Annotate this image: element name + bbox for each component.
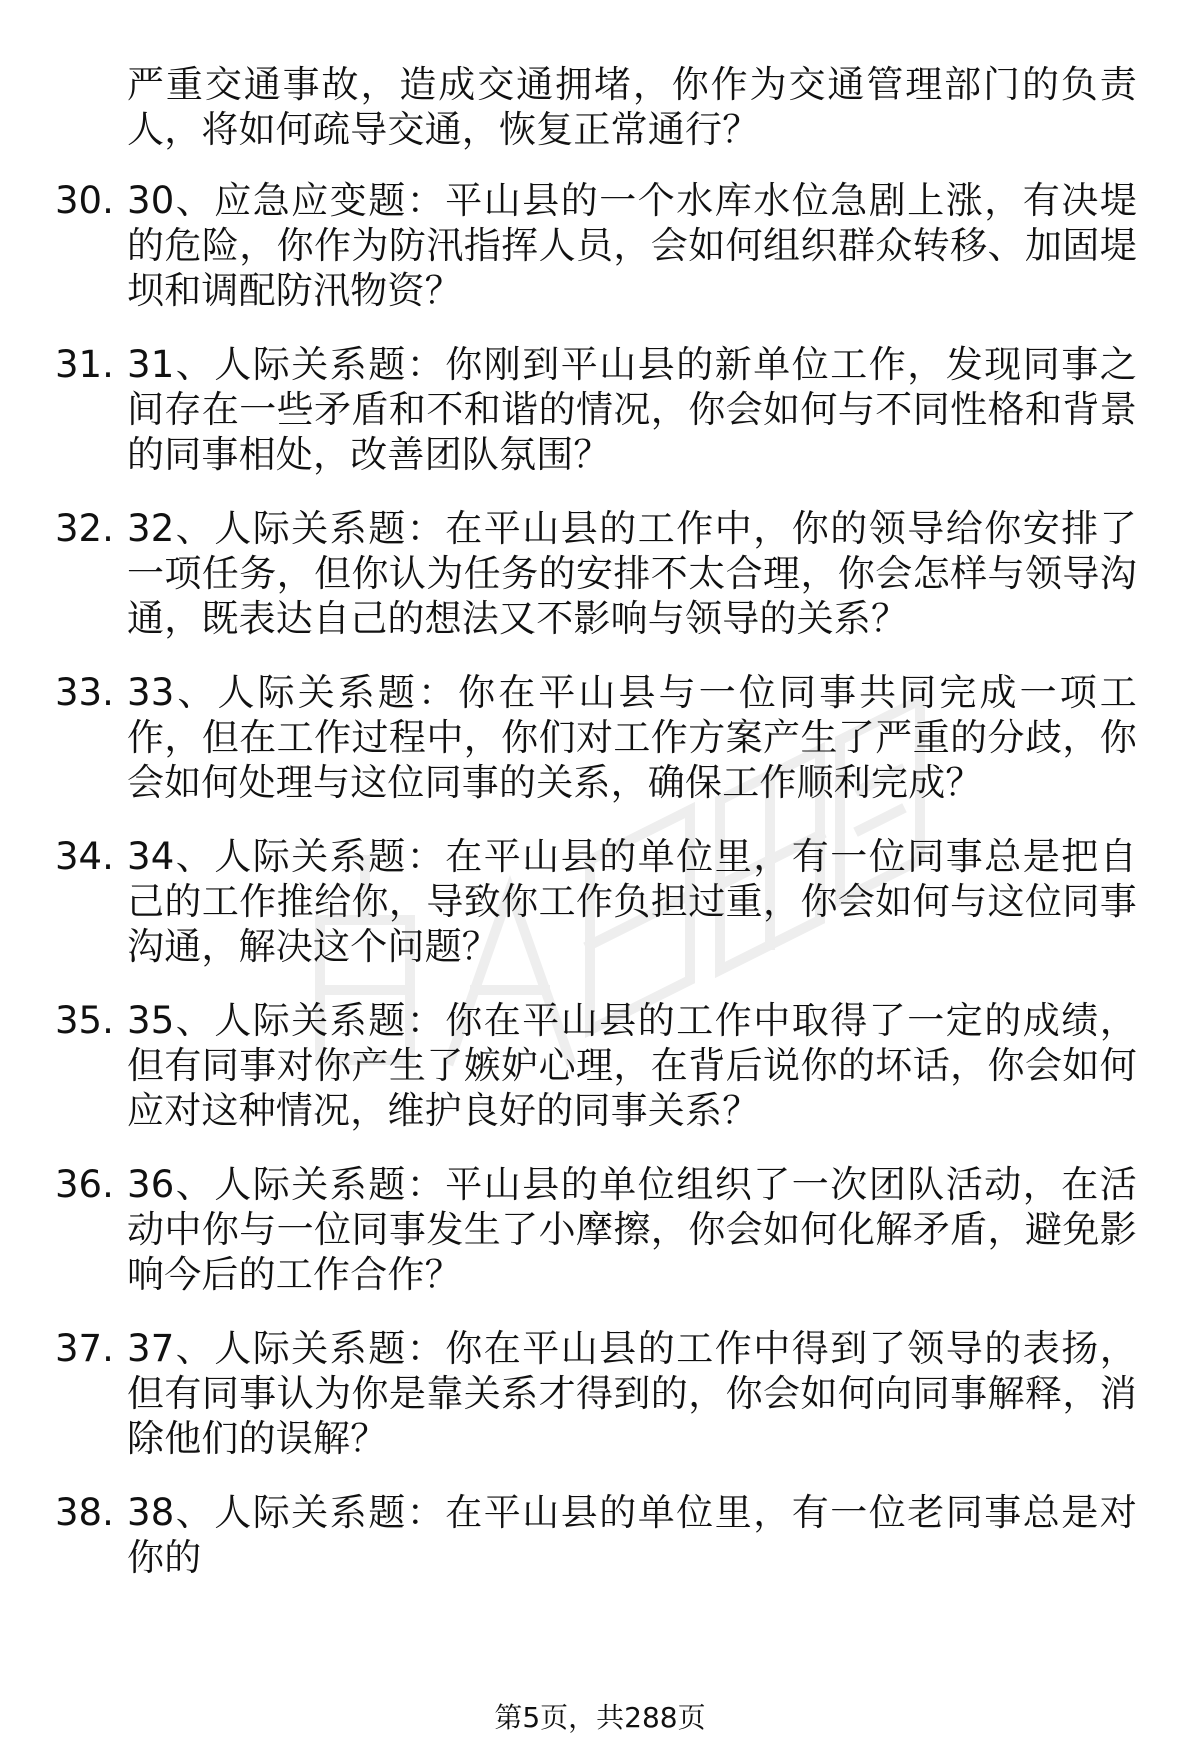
item-text: 38、人际关系题：在平山县的单位里，有一位老同事总是对你的 bbox=[127, 1491, 1137, 1579]
item-text: 35、人际关系题：你在平山县的工作中取得了一定的成绩，但有同事对你产生了嫉妒心理，在背后说你的坏话，你会如何应对这种情况，维护良好的同事关系？ bbox=[127, 999, 1137, 1132]
item-number: 37. bbox=[55, 1327, 114, 1370]
item-text: 36、人际关系题：平山县的单位组织了一次团队活动，在活动中你与一位同事发生了小摩擦，你会如何化解矛盾，避免影响今后的工作合作？ bbox=[127, 1163, 1137, 1296]
item-number: 34. bbox=[55, 835, 114, 878]
item-number: 31. bbox=[55, 343, 114, 386]
item-number: 36. bbox=[55, 1163, 114, 1206]
page-footer: 第5页，共288页 bbox=[494, 1701, 706, 1734]
item-text: 严重交通事故，造成交通拥堵，你作为交通管理部门的负责人，将如何疏导交通，恢复正常通行？ bbox=[127, 63, 1137, 151]
item-number: 38. bbox=[55, 1491, 114, 1534]
item-number: 33. bbox=[55, 671, 114, 714]
item-text: 34、人际关系题：在平山县的单位里，有一位同事总是把自己的工作推给你，导致你工作负担过重，你会如何与这位同事沟通，解决这个问题？ bbox=[127, 835, 1137, 968]
item-text: 37、人际关系题：你在平山县的工作中得到了领导的表扬，但有同事认为你是靠关系才得到的，你会如何向同事解释，消除他们的误解？ bbox=[127, 1327, 1137, 1460]
item-text: 33、人际关系题：你在平山县与一位同事共同完成一项工作，但在工作过程中，你们对工作方案产生了严重的分歧，你会如何处理与这位同事的关系，确保工作顺利完成？ bbox=[127, 671, 1137, 804]
item-number: 30. bbox=[55, 179, 114, 222]
item-number: 32. bbox=[55, 507, 114, 550]
item-text: 30、应急应变题：平山县的一个水库水位急剧上涨，有决堤的危险，你作为防汛指挥人员，会如何组织群众转移、加固堤坝和调配防汛物资？ bbox=[127, 179, 1137, 312]
item-text: 31、人际关系题：你刚到平山县的新单位工作，发现同事之间存在一些矛盾和不和谐的情况，你会如何与不同性格和背景的同事相处，改善团队氛围？ bbox=[127, 343, 1137, 476]
item-text: 32、人际关系题：在平山县的工作中，你的领导给你安排了一项任务，但你认为任务的安排不太合理，你会怎样与领导沟通，既表达自己的想法又不影响与领导的关系？ bbox=[127, 507, 1137, 640]
item-number: 35. bbox=[55, 999, 114, 1042]
